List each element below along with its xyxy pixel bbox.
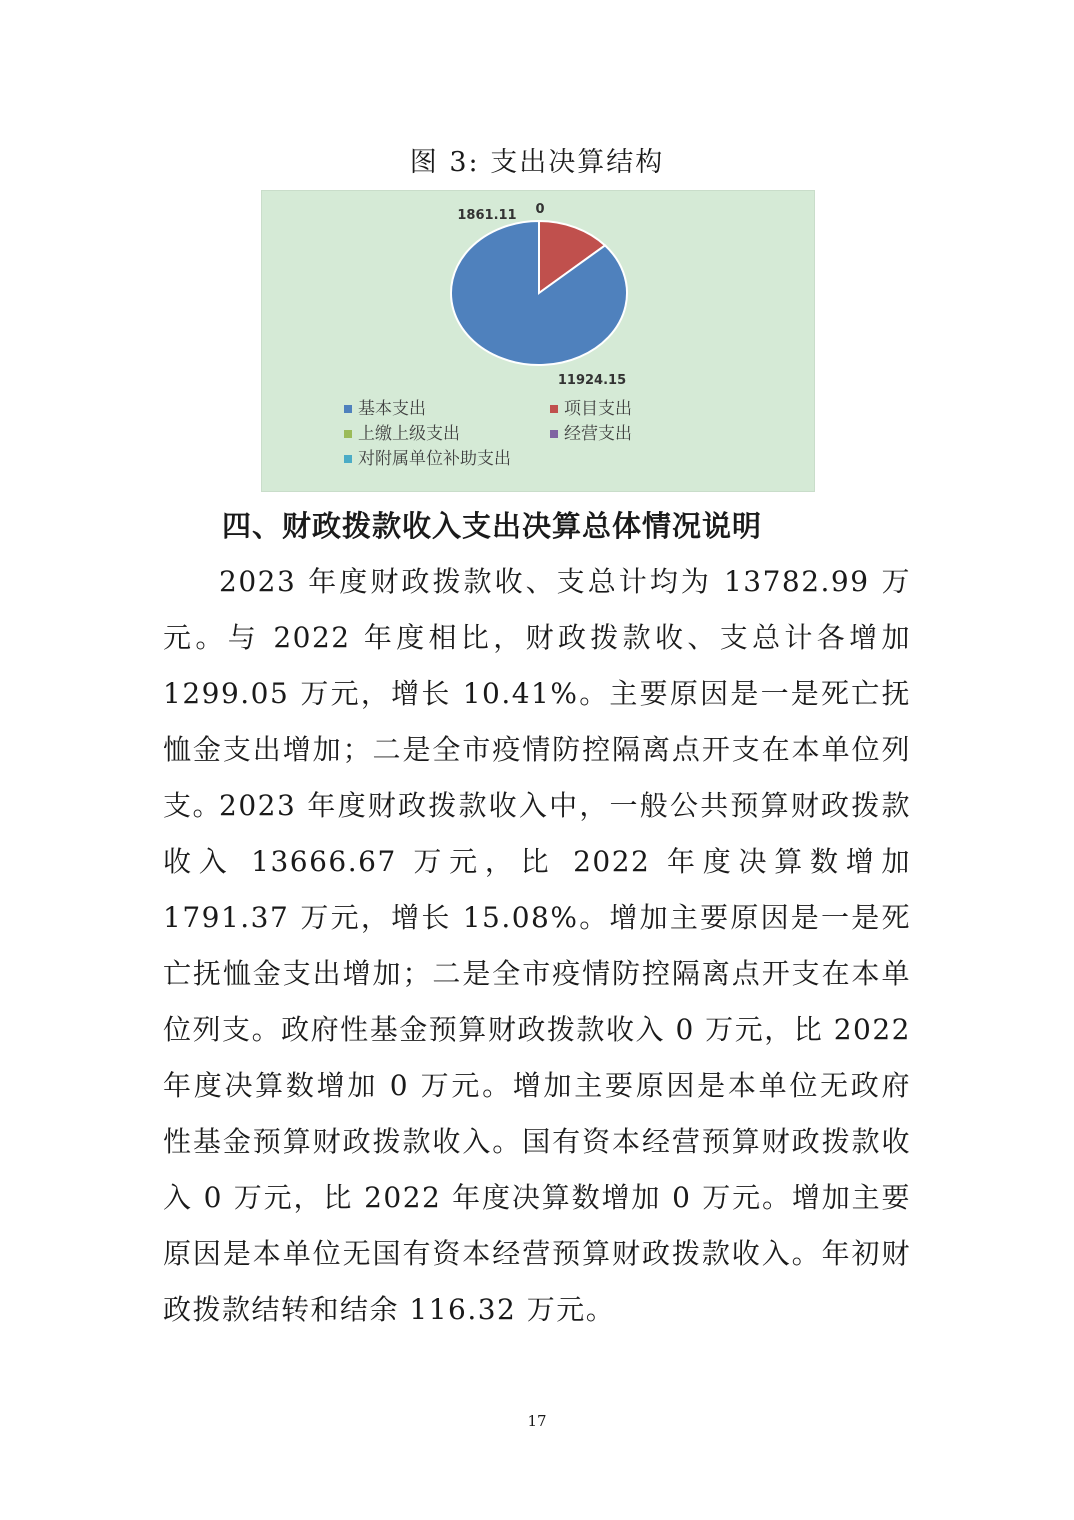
legend-swatch-4	[344, 455, 352, 463]
pie-legend	[344, 399, 632, 469]
legend-label-1: 项目支出	[564, 399, 632, 419]
legend-swatch-2	[344, 430, 352, 438]
pie-data-label-1: 1861.11	[457, 208, 517, 223]
pie-data-label-2: 0	[535, 202, 545, 217]
legend-label-3: 经营支出	[564, 424, 632, 444]
paragraph-1: 2023 年度财政拨款收、支总计均为 13782.99 万元。与 2022 年度相比，财政拨款收、支总计各增加 1299.05 万元，增长 10.41%。主要原因是一是死亡抚恤金支出增加；二是全市疫情防控隔离点开支在本单位列支。	[163, 565, 911, 822]
pie-data-label-0: 11924.15	[557, 373, 627, 388]
section-heading: 四、财政拨款收入支出决算总体情况说明	[222, 509, 763, 543]
legend-swatch-3	[550, 430, 558, 438]
legend-label-0: 基本支出	[358, 399, 426, 419]
legend-label-2: 上缴上级支出	[358, 424, 460, 444]
legend-swatch-0	[344, 405, 352, 413]
pie-chart-svg	[262, 191, 814, 491]
figure-title: 图 3: 支出决算结构	[409, 147, 665, 178]
legend-label-4: 对附属单位补助支出	[358, 449, 511, 469]
pie-slices	[451, 221, 627, 365]
page-number: 17	[527, 1412, 547, 1430]
pie-chart	[261, 190, 815, 492]
paragraph-2: 2023 年度财政拨款收入中，一般公共预算财政拨款收入 13666.67 万元，比 2022 年度决算数增加 1791.37 万元，增长 15.08%。增加主要原因是一是死亡抚恤金支出增加；二是全市疫情防控隔离点开支在本单位列支。政府性基金预算财政拨款收入 0 万元，比 2022 年度决算数增加 0 万元。增加主要原因是本单位无政府性基金预算财政拨款收入。国有资本经营预算财政拨款收入 0 万元，比 2022 年度决算数增加 0 万元。增加主要原因是本单位无国有资本经营预算财政拨款收入。年初财政拨款结转和结余 116.32 万元。	[163, 789, 911, 1326]
legend-swatch-1	[550, 405, 558, 413]
